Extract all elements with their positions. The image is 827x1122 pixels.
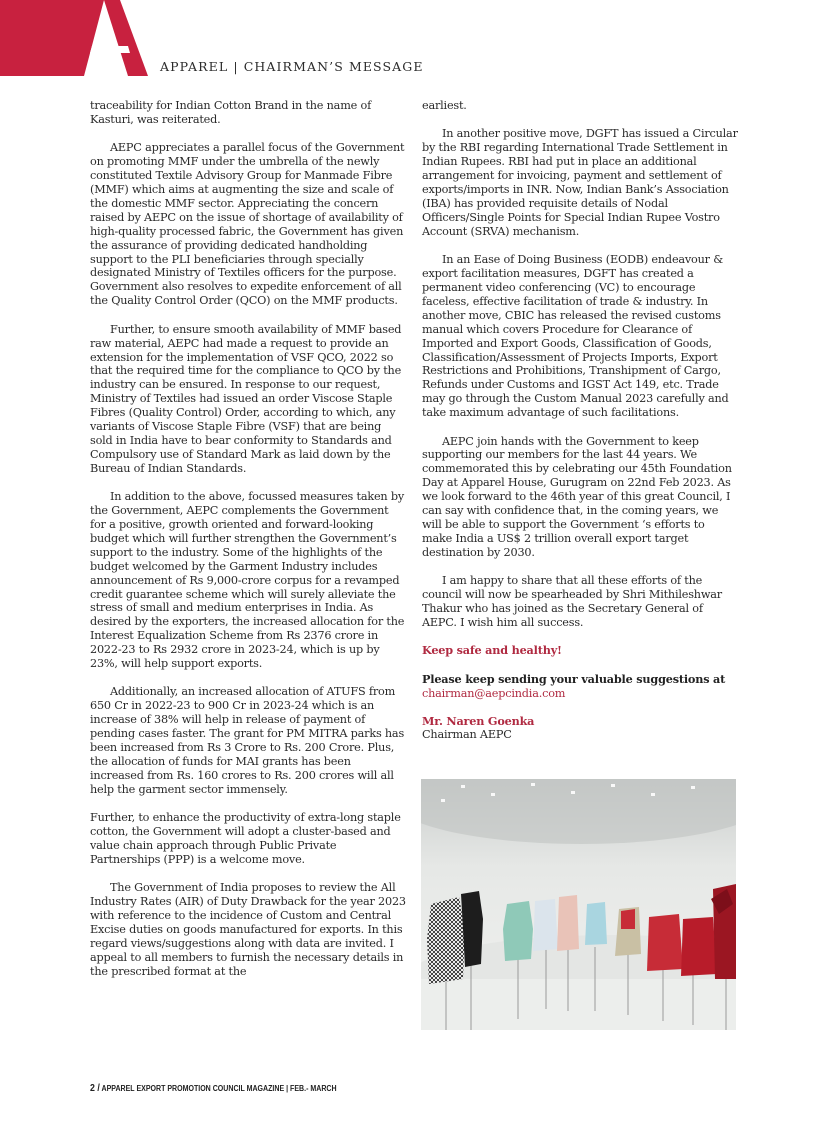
paragraph: Additionally, an increased allocation of ATUFS from 650 Cr in 2022-23 to 900 Cr in 2023-24 which is an increase of 38% will help in release of payment of pending cases faster. The grant for PM MITRA parks has been increased from Rs 3 Crore to Rs. 200 Crore. Plus, the allocation of funds for MAI grants has been increased from Rs. 160 crores to Rs. 200 crores will all help the garment sector immensely.: [90, 685, 405, 796]
paragraph: In an Ease of Doing Business (EODB) endeavour & export facilitation measures, DGFT has created a permanent video conferencing (VC) to encourage faceless, effective facilitation of trade & industry. In another move, CBIC has released the revised customs manual which covers Procedure for Clearance of Imported and Export Goods, Classification of Goods, Classification/Assessment of Projects Imports, Export Restrictions and Prohibitions, Transhipment of Cargo, Refunds under Customs and IGST Act 149, etc. Trade may go through the Custom Manual 2023 carefully and take maximum advantage of such facilitations.: [422, 253, 729, 420]
signatory-title: Chairman AEPC: [422, 728, 512, 742]
paragraph: The Government of India proposes to review the All Industry Rates (AIR) of Duty Drawback for the year 2023 with reference to the incidence of Custom and Central Excise duties on goods manufactured for exports. In this regard views/suggestions along with data are invited. I appeal to all members to furnish the necessary details in the prescribed format at the: [90, 881, 406, 978]
paragraph: Further, to enhance the productivity of extra-long staple cotton, the Government will adopt a cluster-based and value chain approach through Public Private Partnerships (PPP) is a welcome move.: [90, 811, 401, 866]
page-footer: [90, 1083, 337, 1094]
paragraph: I am happy to share that all these efforts of the council will now be spearheaded by Shri Mithileshwar Thakur who has joined as the Secretary General of AEPC. I wish him all success.: [422, 574, 722, 629]
suggestions-line: Please keep sending your valuable suggestions at: [422, 671, 726, 686]
section-header: APPAREL | CHAIRMAN’S MESSAGE: [160, 59, 424, 74]
paragraph: In addition to the above, focussed measures taken by the Government, AEPC complements the Government for a positive, growth oriented and forward-looking budget which will further strengthen the Government’s support to the industry. Some of the highlights of the budget welcomed by the Garment Industry includes announcement of Rs 9,000-crore corpus for a revamped credit guarantee scheme which will surely alleviate the stress of small and medium enterprises in India. As desired by the exporters, the increased allocation for the Interest Equalization Scheme from Rs 2376 crore in 2022-23 to Rs 2932 crore in 2023-24, which is up by 23%, will help support exports.: [90, 490, 405, 671]
keep-safe-line: Keep safe and healthy!: [422, 643, 562, 658]
paragraph: traceability for Indian Cotton Brand in the name of Kasturi, was reiterated.: [90, 99, 372, 126]
footer-text: APPAREL EXPORT PROMOTION COUNCIL MAGAZINE | FEB.- MARCH: [101, 1084, 337, 1093]
signatory-name: Mr. Naren Goenka: [422, 713, 535, 728]
garment-exhibition-photo: [421, 779, 736, 1030]
email-link[interactable]: chairman@aepcindia.com: [422, 686, 566, 700]
paragraph: earliest.: [422, 99, 467, 112]
aepc-logo: [0, 0, 155, 76]
paragraph: AEPC appreciates a parallel focus of the Government on promoting MMF under the umbrella of the newly constituted Textile Advisory Group for Manmade Fibre (MMF) which aims at augmenting the size and scale of the domestic MMF sector. Appreciating the concern raised by AEPC on the issue of shortage of availability of high-quality processed fabric, the Government has given the assurance of providing dedicated handholding support to the PLI beneficiaries through specially designated Ministry of Textiles officers for the purpose. Government also resolves to expedite enforcement of all the Quality Control Order (QCO) on the MMF products.: [90, 141, 405, 308]
paragraph: AEPC join hands with the Government to keep supporting our members for the last 44 years. We commemorated this by celebrating our 45th Foundation Day at Apparel House, Gurugram on 22nd Feb 2023. As we look forward to the 46th year of this great Council, I can say with confidence that, in the coming years, we will be able to support the Government ‘s efforts to make India a US$ 2 trillion overall export target destination by 2030.: [422, 434, 732, 559]
right-column: [422, 99, 738, 757]
paragraph: Further, to ensure smooth availability of MMF based raw material, AEPC had made a request to provide an extension for the implementation of VSF QCO, 2022 so that the required time for the compliance to QCO by the industry can be ensured. In response to our request, Ministry of Textiles had issued an order Viscose Staple Fibres (Quality Control) Order, according to which, any variants of Viscose Staple Fibre (VSF) that are being sold in India have to bear conformity to Standards and Compulsory use of Standard Mark as laid down by the Bureau of Indian Standards.: [90, 322, 402, 475]
left-column: [90, 99, 406, 993]
paragraph: In another positive move, DGFT has issued a Circular by the RBI regarding International Trade Settlement in Indian Rupees. RBI had put in place an additional arrangement for invoicing, payment and settlement of exports/imports in INR. Now, Indian Bank’s Association (IBA) has provided requisite details of Nodal Officers/Single Points for Special Indian Rupee Vostro Account (SRVA) mechanism.: [422, 127, 738, 238]
page-number: 2 /: [90, 1083, 100, 1094]
